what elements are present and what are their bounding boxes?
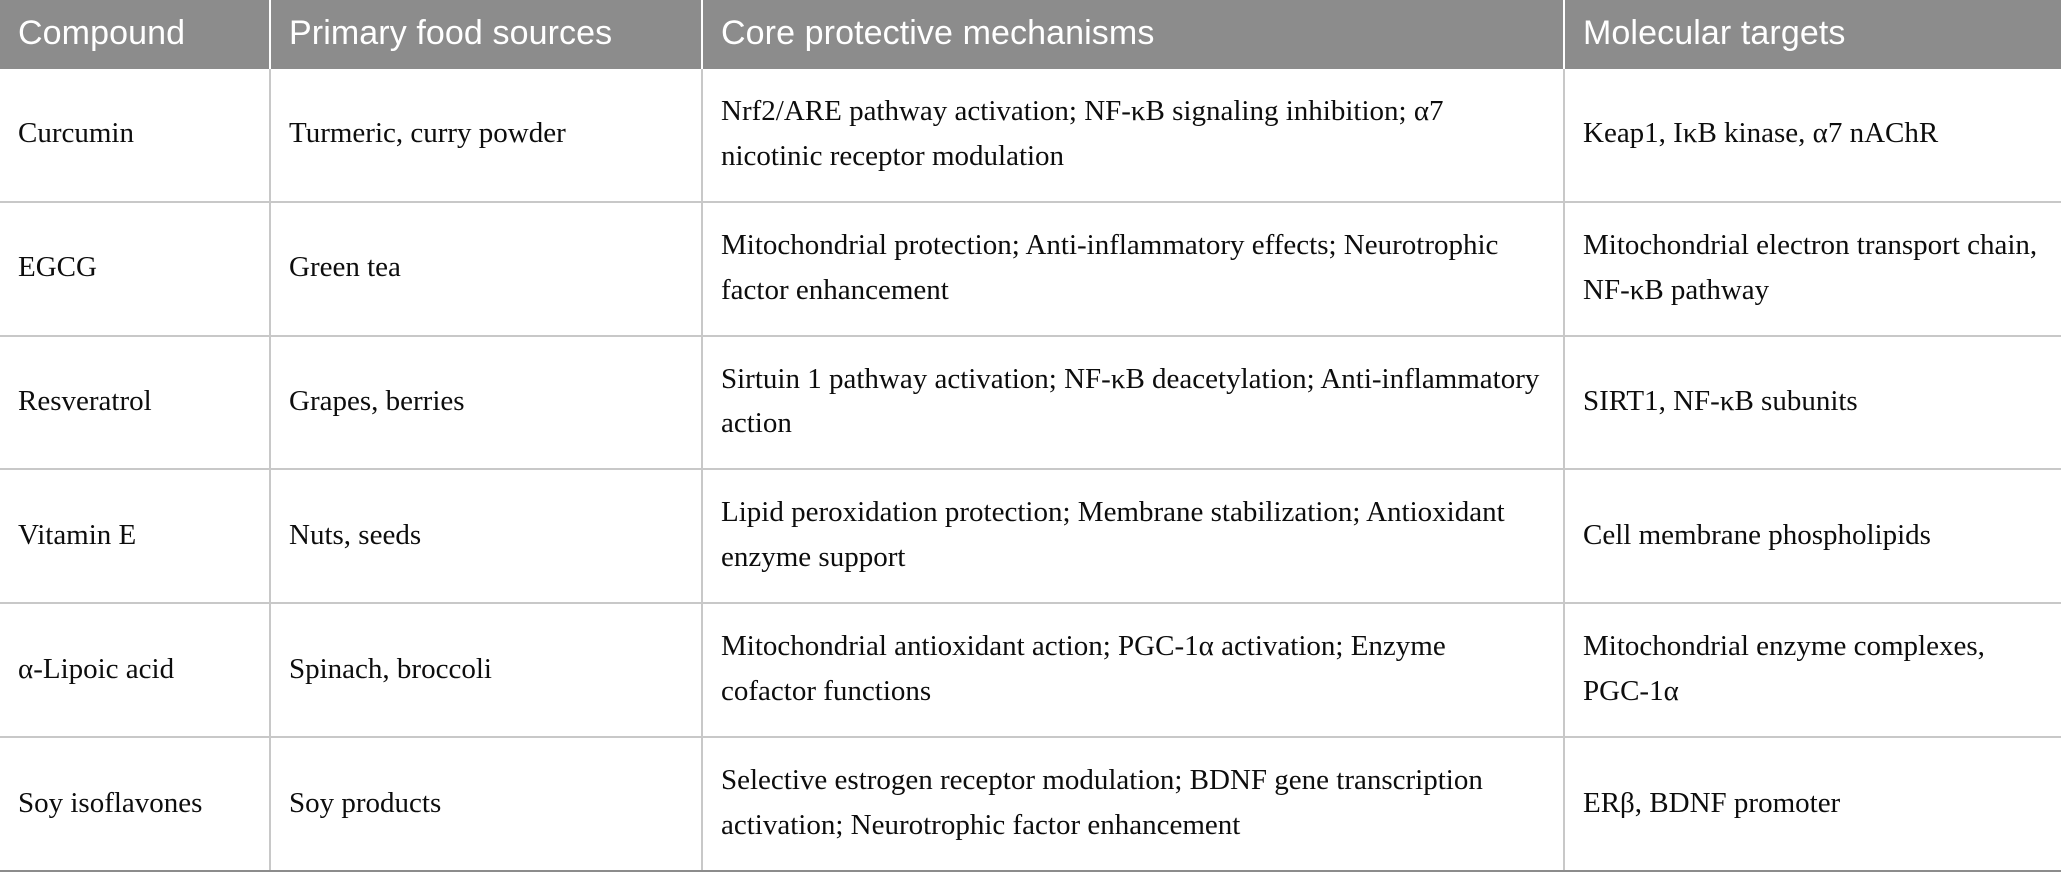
cell-sources: Turmeric, curry powder [270,69,702,202]
cell-targets: SIRT1, NF-κB subunits [1564,336,2061,470]
cell-sources: Soy products [270,737,702,871]
table-header [0,0,2061,69]
cell-mechanisms: Nrf2/ARE pathway activation; NF-κB signaling inhibition; α7 nicotinic receptor modulation [702,69,1564,202]
cell-compound: Curcumin [0,69,270,202]
cell-targets: Mitochondrial enzyme complexes, PGC-1α [1564,603,2061,737]
table-row [0,336,2061,470]
cell-mechanisms: Lipid peroxidation protection; Membrane stabilization; Antioxidant enzyme support [702,469,1564,603]
column-header-compound: Compound [0,0,270,69]
table-row [0,69,2061,202]
cell-compound: α-Lipoic acid [0,603,270,737]
table-header-row [0,0,2061,69]
table-body [0,69,2061,871]
cell-mechanisms: Mitochondrial protection; Anti-inflammatory effects; Neurotrophic factor enhancement [702,202,1564,336]
cell-sources: Nuts, seeds [270,469,702,603]
column-header-molecular-targets: Molecular targets [1564,0,2061,69]
cell-targets: Keap1, IκB kinase, α7 nAChR [1564,69,2061,202]
cell-mechanisms: Selective estrogen receptor modulation; BDNF gene transcription activation; Neurotrophic factor enhancement [702,737,1564,871]
column-header-primary-food-sources: Primary food sources [270,0,702,69]
table-row [0,737,2061,871]
cell-compound: Resveratrol [0,336,270,470]
table-row [0,469,2061,603]
cell-targets: Mitochondrial electron transport chain, NF-κB pathway [1564,202,2061,336]
cell-sources: Green tea [270,202,702,336]
cell-targets: ERβ, BDNF promoter [1564,737,2061,871]
cell-compound: Vitamin E [0,469,270,603]
table-row [0,202,2061,336]
cell-sources: Spinach, broccoli [270,603,702,737]
cell-mechanisms: Sirtuin 1 pathway activation; NF-κB deacetylation; Anti-inflammatory action [702,336,1564,470]
cell-compound: Soy isoflavones [0,737,270,871]
cell-compound: EGCG [0,202,270,336]
column-header-core-protective-mechanisms: Core protective mechanisms [702,0,1564,69]
cell-targets: Cell membrane phospholipids [1564,469,2061,603]
cell-mechanisms: Mitochondrial antioxidant action; PGC-1α activation; Enzyme cofactor functions [702,603,1564,737]
cell-sources: Grapes, berries [270,336,702,470]
table-row [0,603,2061,737]
